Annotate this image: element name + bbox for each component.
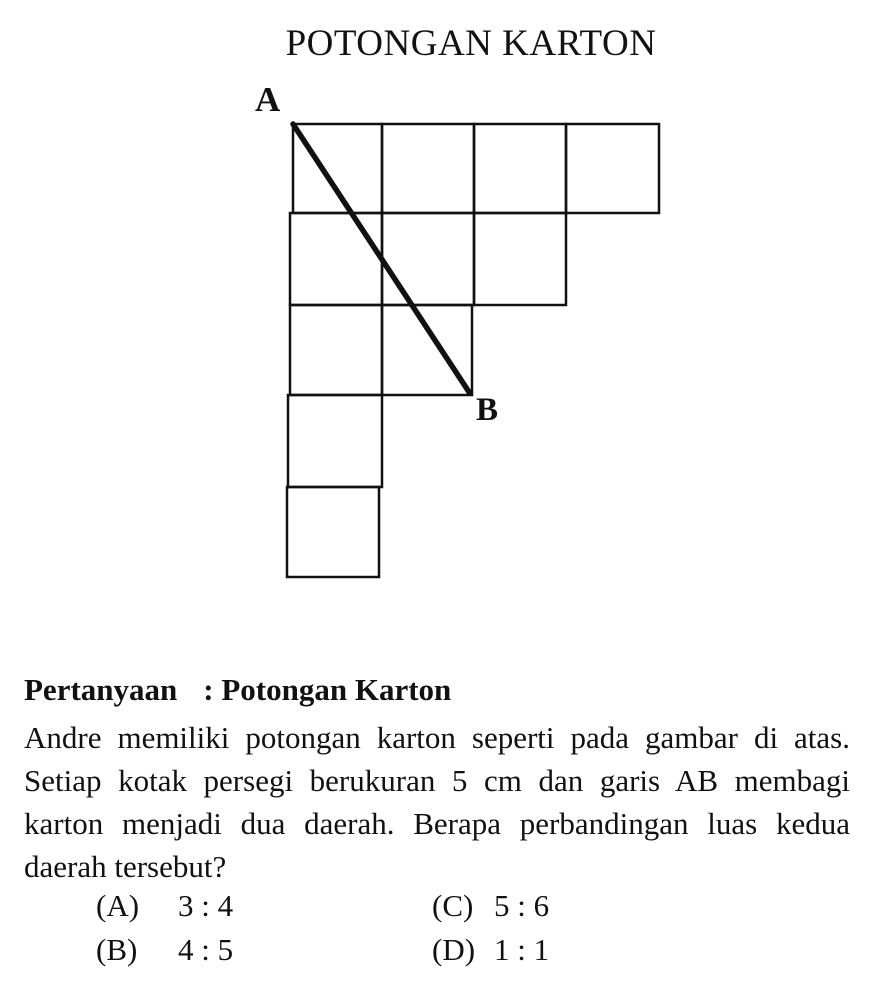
grid-square <box>474 124 566 213</box>
grid-square <box>382 213 474 305</box>
grid-square <box>293 124 382 213</box>
question-separator: : <box>203 672 214 707</box>
option-value: 4 : 5 <box>178 932 234 967</box>
option-b[interactable] <box>96 932 233 968</box>
option-key: (D) <box>432 932 476 967</box>
question-label: Pertanyaan <box>24 672 178 707</box>
question-block <box>24 672 850 888</box>
option-key: (B) <box>96 932 138 967</box>
grid-square <box>288 395 382 487</box>
question-header <box>24 672 850 708</box>
grid-square <box>290 305 382 395</box>
question-topic: Potongan Karton <box>221 672 452 707</box>
grid-square <box>382 305 472 395</box>
point-b-label: B <box>476 392 499 428</box>
option-d[interactable] <box>432 932 549 968</box>
figure-title: POTONGAN KARTON <box>285 23 657 64</box>
option-key: (C) <box>432 888 474 923</box>
option-c[interactable] <box>432 888 549 924</box>
option-a[interactable] <box>96 888 233 924</box>
option-key: (A) <box>96 888 140 923</box>
option-value: 3 : 4 <box>178 888 234 923</box>
grid-square <box>566 124 659 213</box>
point-a-label: A <box>255 80 281 119</box>
option-value: 1 : 1 <box>494 932 550 967</box>
option-value: 5 : 6 <box>494 888 550 923</box>
grid-square <box>474 213 566 305</box>
karton-diagram <box>240 80 700 600</box>
grid-square <box>290 213 382 305</box>
grid-square <box>287 487 379 577</box>
grid-square <box>382 124 474 213</box>
question-text: Andre memiliki potongan karton seperti pada gambar di atas. Setiap kotak persegi berukuran 5 cm dan garis AB membagi karton menjadi dua daerah. Berapa perbandingan luas kedua daerah tersebut? <box>24 720 850 884</box>
